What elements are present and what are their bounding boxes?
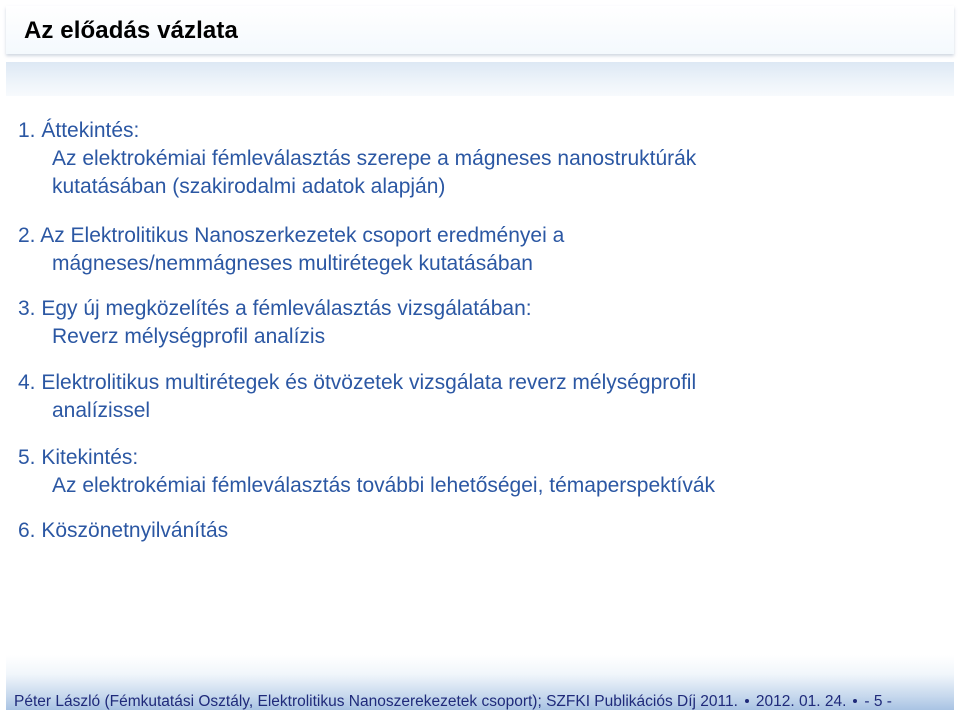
agenda-item-2-line-1: 2. Az Elektrolitikus Nanoszerkezetek csoport eredményei a [18,224,565,247]
footer-separator-dot [745,699,749,703]
agenda-item-4-line-1: 4. Elektrolitikus multirétegek és ötvözetek vizsgálata reverz mélységprofil [18,371,697,394]
agenda-item-3-line-1: 3. Egy új megközelítés a fémleválasztás vizsgálatában: [18,297,532,320]
title-decoration-strip [6,62,954,96]
agenda-item-1-line-2: Az elektrokémiai fémleválasztás szerepe a mágneses nanostruktúrák [52,147,697,170]
footer-date: 2012. 01. 24. [755,693,847,710]
slide-title-box [6,6,954,54]
agenda-item-5-line-2: Az elektrokémiai fémleválasztás további lehetőségei, témaperspektívák [52,474,715,497]
footer-author: Péter László (Fémkutatási Osztály, Elektrolitikus Nanoszerekezetek csoport); SZFKI Publikációs Díj 2011. [14,693,738,710]
agenda-item-6-line-1: 6. Köszönetnyilvánítás [18,519,229,542]
agenda-item-2-line-2: mágneses/nemmágneses multirétegek kutatásában [52,252,533,275]
agenda-item-1-line-3: kutatásában (szakirodalmi adatok alapján) [52,175,446,198]
footer-page-number: - 5 - [864,693,892,710]
agenda-item-3-line-2: Reverz mélységprofil analízis [52,325,326,348]
slide-title: Az előadás vázlata [24,17,238,44]
agenda-item-4-line-2: analízissel [52,399,151,422]
agenda-item-1-line-1: 1. Áttekintés: [18,119,140,142]
agenda-item-5-line-1: 5. Kitekintés: [18,446,139,469]
footer-separator-dot [853,699,857,703]
footer [14,693,892,711]
